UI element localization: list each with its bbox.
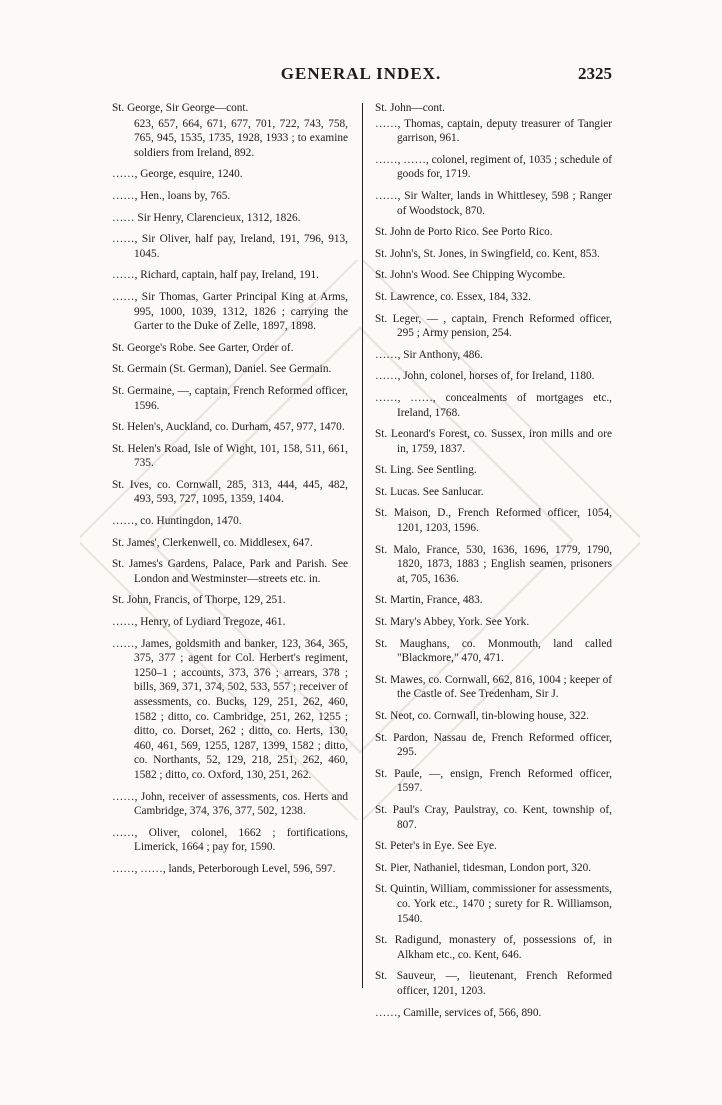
index-entry: St. Ling. See Sentling. — [375, 464, 477, 477]
index-entry: St. Peter's in Eye. See Eye. — [375, 840, 497, 853]
index-entry: ……, ……, lands, Peterborough Level, 596, 597. — [112, 862, 336, 875]
index-entry: St. John's Wood. See Chipping Wycombe. — [375, 269, 566, 282]
index-entry: ……, Sir Thomas, Garter Principal King at Arms, 995, 1000, 1039, 1312, 1826 ; carrying the Garter to the Duke of Zelle, 1897, 1898. — [112, 290, 348, 333]
index-entry: St. Helen's Road, Isle of Wight, 101, 158, 511, 661, 735. — [112, 442, 348, 470]
index-entry: ……, George, esquire, 1240. — [112, 168, 243, 181]
index-entry: St. John's, St. Jones, in Swingfield, co. Kent, 853. — [375, 247, 600, 260]
index-entry: ……, Sir Oliver, half pay, Ireland, 191, 796, 913, 1045. — [112, 233, 348, 260]
index-entry: St. Radigund, monastery of, possessions of, in Alkham etc., co. Kent, 646. — [375, 934, 612, 961]
index-entry: St. Leonard's Forest, co. Sussex, iron mills and ore in, 1759, 1837. — [375, 428, 612, 455]
index-entry: St. John de Porto Rico. See Porto Rico. — [375, 226, 553, 239]
index-entry: ……, Camille, services of, 566, 890. — [375, 1006, 542, 1019]
index-entry: ……, ……, colonel, regiment of, 1035 ; schedule of goods for, 1719. — [375, 153, 612, 181]
index-entry: ……, Henry, of Lydiard Tregoze, 461. — [112, 616, 286, 629]
index-entry: St. Maison, D., French Reformed officer, 1054, 1201, 1203, 1596. — [375, 507, 612, 535]
index-entry: St. Leger, — , captain, French Reformed officer, 295 ; Army pension, 254. — [375, 312, 612, 340]
column-divider — [362, 103, 363, 988]
index-entry: St. Paule, —, ensign, French Reformed officer, 1597. — [375, 767, 612, 795]
left-column — [112, 101, 348, 884]
index-entry: ……, Oliver, colonel, 1662 ; fortifications, Limerick, 1664 ; pay for, 1590. — [112, 826, 348, 854]
index-entry: St. Germaine, —, captain, French Reformed officer, 1596. — [112, 384, 348, 412]
index-entry: St. Helen's, Auckland, co. Durham, 457, 977, 1470. — [112, 421, 345, 434]
index-entry: St. Paul's Cray, Paulstray, co. Kent, township of, 807. — [375, 803, 612, 831]
index-entry: ……, Thomas, captain, deputy treasurer of Tangier garrison, 961. — [375, 117, 612, 145]
index-entry: ……, John, receiver of assessments, cos. Herts and Cambridge, 374, 376, 377, 502, 1238. — [112, 790, 348, 818]
index-entry: St. Germain (St. German), Daniel. See Germain. — [112, 363, 332, 376]
index-entry: St. Pardon, Nassau de, French Reformed officer, 295. — [375, 731, 612, 759]
index-entry: ……, James, goldsmith and banker, 123, 364, 365, 375, 377 ; agent for Col. Herbert's regiment, 1250–1 ; accounts, 373, 376 ; arrears, 378 ; bills, 369, 371, 374, 502, 533, 557 ; receiver of assessments, co. Bucks, 129, 251, 262, 460, 1582 ; ditto, co. Cambridge, 251, 262, 1255 ; ditto, co. Dorset, 262 ; ditto, co. Herts, 130, 460, 461, 569, 1255, 1287, 1399, 1582 ; ditto, co. Northants, 52, 129, 218, 251, 262, 460, 1582 ; ditto, co. Oxford, 130, 251, 262. — [112, 637, 348, 781]
index-entry: 623, 657, 664, 671, 677, 701, 722, 743, 758, 765, 945, 1535, 1735, 1928, 1933 ; to examine soldiers from Ireland, 892. — [134, 117, 348, 159]
index-entry: St. Mawes, co. Cornwall, 662, 816, 1004 ; keeper of the Castle of. See Tredenham, Sir J. — [375, 673, 612, 701]
index-entry: …… Sir Henry, Clarencieux, 1312, 1826. — [112, 211, 301, 224]
index-entry: St. George, Sir George—cont. — [112, 102, 249, 114]
index-entry: St. Mary's Abbey, York. See York. — [375, 616, 530, 629]
index-entry: St. Maughans, co. Monmouth, land called "Blackmore," 470, 471. — [375, 637, 612, 665]
index-entry: ……, co. Huntingdon, 1470. — [112, 515, 242, 528]
index-entry: St. Lawrence, co. Essex, 184, 332. — [375, 290, 531, 303]
index-entry: ……, Hen., loans by, 765. — [112, 189, 231, 202]
index-entry: St. James', Clerkenwell, co. Middlesex, 647. — [112, 536, 313, 549]
page-title: GENERAL INDEX. — [280, 64, 442, 83]
index-entry: ……, Sir Walter, lands in Whittlesey, 598 ; Ranger of Woodstock, 870. — [375, 189, 612, 217]
index-entry: ……, Sir Anthony, 486. — [375, 348, 483, 361]
index-entry: ……, John, colonel, horses of, for Ireland, 1180. — [375, 370, 595, 383]
index-entry: St. Martin, France, 483. — [375, 594, 483, 607]
index-entry: St. Neot, co. Cornwall, tin-blowing house, 322. — [375, 710, 589, 722]
index-entry: St. John—cont. — [375, 102, 445, 114]
page-number: 2325 — [578, 64, 612, 83]
index-entry: St. Ives, co. Cornwall, 285, 313, 444, 445, 482, 493, 593, 727, 1095, 1359, 1404. — [112, 478, 348, 506]
index-entry: St. Pier, Nathaniel, tidesman, London port, 320. — [375, 861, 592, 874]
index-entry: St. George's Robe. See Garter, Order of. — [112, 341, 294, 354]
index-entry: St. Sauveur, —, lieutenant, French Reformed officer, 1201, 1203. — [375, 970, 612, 997]
index-entry: ……, Richard, captain, half pay, Ireland, 191. — [112, 269, 319, 282]
index-entry: St. Lucas. See Sanlucar. — [375, 485, 484, 498]
page-header — [110, 64, 612, 88]
index-entry: St. James's Gardens, Palace, Park and Parish. See London and Westminster—streets etc. in. — [112, 558, 348, 585]
index-entry: St. Quintin, William, commissioner for assessments, co. York etc., 1470 ; surety for R. Williamson, 1540. — [375, 883, 612, 925]
index-entry: St. Malo, France, 530, 1636, 1696, 1779, 1790, 1820, 1873, 1883 ; English seamen, prisoners at, 705, 1636. — [375, 543, 612, 585]
index-entry: ……, ……, concealments of mortgages etc., Ireland, 1768. — [375, 391, 612, 419]
right-column — [375, 101, 612, 1027]
index-entry: St. John, Francis, of Thorpe, 129, 251. — [112, 594, 286, 607]
